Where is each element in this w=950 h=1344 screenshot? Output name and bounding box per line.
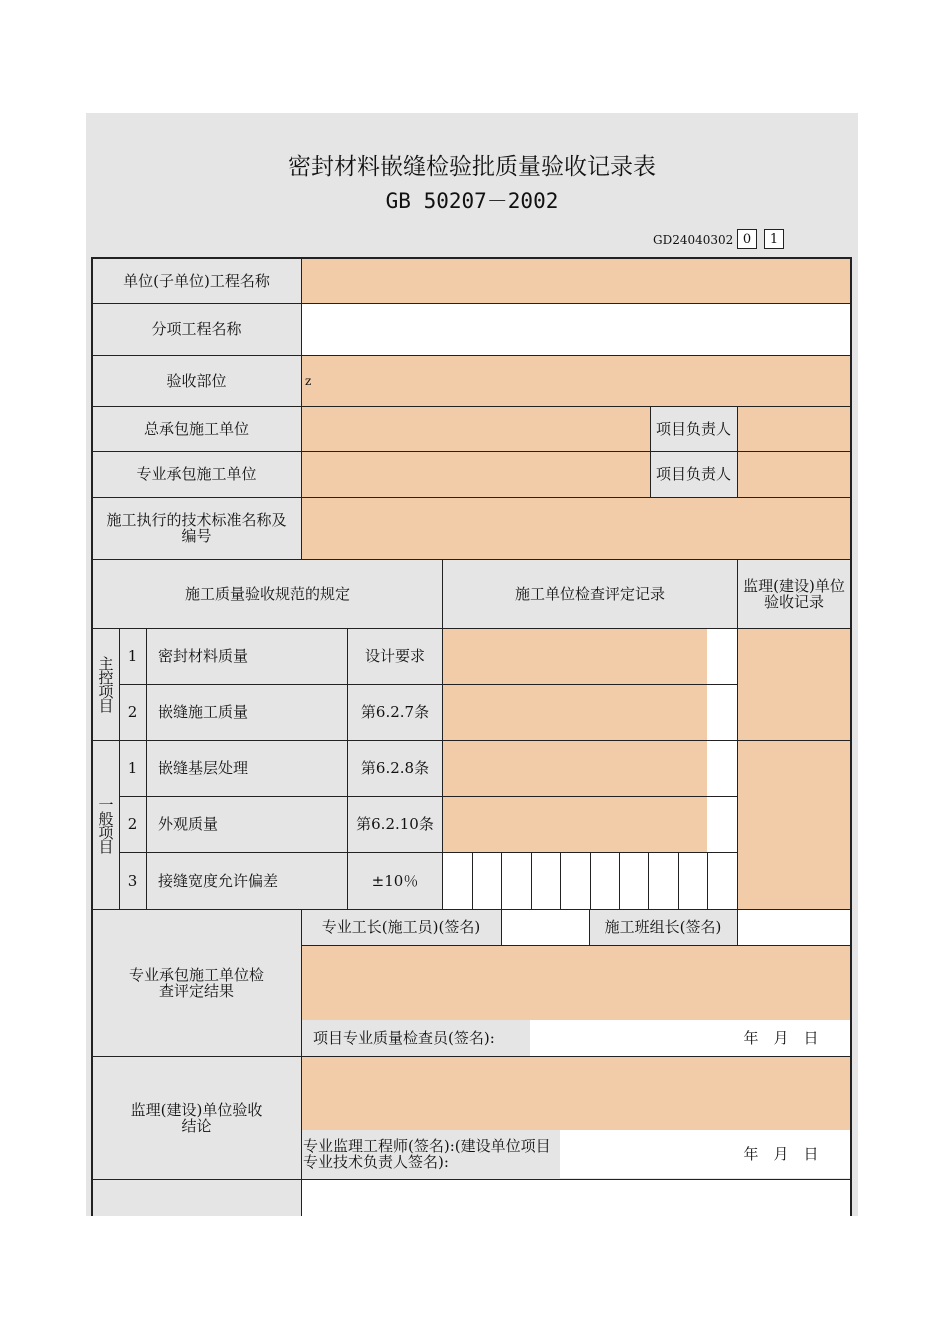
general-item-3-no: 3 [127, 871, 138, 890]
main-item-2-no: 2 [127, 703, 138, 721]
contractor-result-input[interactable] [301, 945, 851, 1020]
unit-project-name-input[interactable] [301, 258, 851, 303]
general-item-3-clause: ±10％ [371, 871, 419, 890]
sub-item-name-input[interactable] [301, 303, 851, 355]
inspection-location-label: 验收部位 [166, 371, 227, 390]
project-manager-input-2[interactable] [737, 451, 851, 497]
general-item-3-name: 接缝宽度允许偏差 [158, 871, 279, 890]
standard-name-label: 施工执行的技术标准名称及编号 [106, 511, 287, 545]
record-blank-general-2 [707, 796, 737, 852]
main-item-1-clause: 设计要求 [364, 647, 425, 665]
general-item-2-name: 外观质量 [158, 815, 219, 833]
specialty-contractor-label: 专业承包施工单位 [136, 465, 257, 483]
record-input-main-2[interactable] [443, 684, 707, 740]
main-item-1-no: 1 [127, 647, 138, 665]
general-item-1-clause: 第6.2.8条 [360, 759, 430, 777]
general-item-1-no: 1 [127, 759, 138, 777]
record-input-main-1[interactable] [443, 628, 707, 684]
specialty-contractor-input[interactable] [301, 451, 650, 497]
contractor-record-header: 施工单位检查评定记录 [514, 584, 665, 603]
record-blank-general-1 [707, 740, 737, 796]
sub-item-name-label: 分项工程名称 [151, 320, 242, 338]
standard-number: GB 50207－2002 [385, 189, 559, 213]
foreman-label: 专业工长(施工员)(签名) [321, 918, 481, 936]
form-code: GD24040302 [653, 233, 734, 247]
date-label-1: 年 月 日 [743, 1029, 819, 1047]
project-manager-input-1[interactable] [737, 406, 851, 451]
supervisor-input-general[interactable] [737, 740, 851, 909]
supervisor-input-main[interactable] [737, 628, 851, 740]
general-group-label: 一般项目 [96, 796, 115, 853]
general-contractor-label: 总承包施工单位 [143, 419, 249, 438]
general-item-2-clause: 第6.2.10条 [356, 815, 434, 833]
team-leader-label: 施工班组长(签名) [604, 918, 722, 936]
general-item-2-no: 2 [127, 815, 138, 833]
general-item-1-name: 嵌缝基层处理 [158, 759, 249, 777]
unit-project-name-label: 单位(子单位)工程名称 [123, 271, 270, 290]
record-input-general-1[interactable] [443, 740, 707, 796]
team-leader-signature-input[interactable] [737, 909, 851, 945]
general-contractor-input[interactable] [301, 406, 650, 451]
foreman-signature-input[interactable] [501, 909, 589, 945]
date-label-2: 年 月 日 [743, 1145, 819, 1163]
code-box-1[interactable]: 0 [737, 229, 757, 249]
form-title: 密封材料嵌缝检验批质量验收记录表 [288, 154, 656, 180]
spec-rules-header: 施工质量验收规范的规定 [184, 584, 350, 603]
inspection-location-input[interactable]: z [301, 355, 851, 406]
code-box-2[interactable]: 1 [764, 229, 784, 249]
contractor-result-label: 专业承包施工单位检查评定结果 [128, 965, 264, 1000]
quality-inspector-label: 项目专业质量检查员(签名): [313, 1029, 495, 1047]
extra-row-input[interactable] [301, 1179, 851, 1216]
main-control-group-label: 主控项目 [96, 656, 115, 712]
supervising-engineer-label: 专业监理工程师(签名):(建设单位项目专业技术负责人签名): [303, 1137, 551, 1171]
standard-name-input[interactable] [301, 497, 851, 559]
main-item-2-clause: 第6.2.7条 [360, 703, 430, 721]
main-item-1-name: 密封材料质量 [158, 647, 249, 665]
supervisor-conclusion-label: 监理(建设)单位验收结论 [130, 1101, 263, 1135]
record-blank-main-2 [707, 684, 737, 740]
supervisor-conclusion-input[interactable] [301, 1057, 851, 1130]
supervisor-record-header: 监理(建设)单位验收记录 [743, 576, 845, 611]
record-input-general-2[interactable] [443, 796, 707, 852]
main-item-2-name: 嵌缝施工质量 [158, 703, 249, 721]
project-manager-label-1: 项目负责人 [655, 419, 731, 438]
record-blank-main-1 [707, 628, 737, 684]
project-manager-label-2: 项目负责人 [655, 465, 731, 483]
